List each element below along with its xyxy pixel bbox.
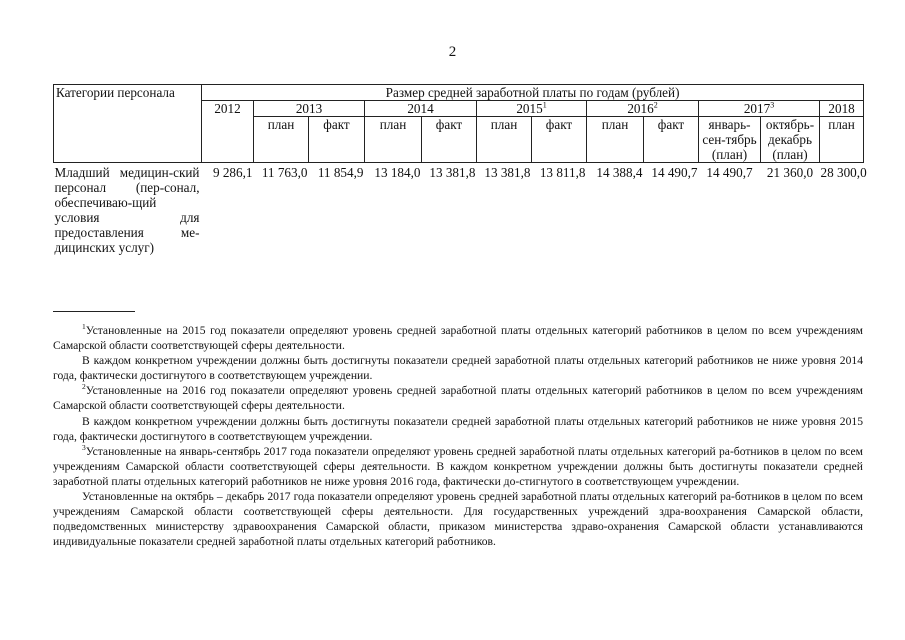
value-2018-plan: 28 300,0: [820, 165, 867, 180]
footnote-1-text: Установленные на 2015 год показатели определяют уровень средней заработной платы отдельных категорий работников в целом по всем учреждениям Самарской области соответствующей сферы деятельности.: [53, 324, 863, 353]
plan-2014-header: план: [365, 117, 422, 163]
value-2016-fact: 14 490,7: [651, 165, 698, 180]
category-header: Категории персонала: [54, 85, 202, 163]
footnote-1-mark: 1: [82, 322, 86, 332]
value-2016-plan: 14 388,4: [596, 165, 643, 180]
fact-2014-header: факт: [422, 117, 477, 163]
header-row-group: [54, 85, 864, 101]
plan-2016-header: план: [587, 117, 644, 163]
plan-2018-header: план: [820, 117, 864, 163]
footnote-3: [53, 444, 863, 489]
salary-table: [53, 84, 867, 255]
footnotes: [53, 323, 863, 549]
year-2013-header: 2013: [254, 101, 365, 117]
year-2018-header: 2018: [820, 101, 864, 117]
jan-sep-2017-header: январь-сен-тябрь (план): [699, 117, 761, 163]
year-2012-header: 2012: [202, 101, 254, 163]
year-2017-label: 2017: [743, 101, 771, 116]
footnote-1-extra: В каждом конкретном учреждении должны быть достигнуты показатели средней заработной платы отдельных категорий работников не ниже уровня 2014 года, фактически достигнутого в соответствующем учреждении.: [53, 354, 863, 383]
year-2014-header: 2014: [365, 101, 477, 117]
value-2014-plan: 13 184,0: [374, 165, 421, 180]
plan-2015-header: план: [477, 117, 532, 163]
footnote-ref-3: 3: [770, 100, 775, 110]
value-2013-plan: 11 763,0: [261, 165, 308, 180]
category-cell: Младший медицин-ский персонал (пер-сонал, обеспечиваю-щий условия для предоставления ме-дицинских услуг): [54, 165, 200, 255]
footnote-separator: [53, 311, 135, 312]
year-2016-header: [587, 101, 699, 117]
footnote-2: [53, 383, 863, 413]
footnote-2-mark: 2: [82, 382, 86, 392]
fact-2015-header: факт: [532, 117, 587, 163]
fact-2013-header: факт: [309, 117, 365, 163]
footnote-3-mark: 3: [82, 442, 86, 452]
value-2015-fact: 13 811,8: [539, 165, 586, 180]
footnote-3-extra: Установленные на октябрь – декабрь 2017 года показатели определяют уровень средней заработной платы отдельных категорий ра-ботников в целом по всем учреждениям Самарской области соответствующей сферы деятельности. Для государственных учреждений здра-воохранения Самарской области, подведомственных министерству здравоохранения Самарской области, приказом министерства здраво-охранения Самарской области устанавливаются индивидуальные показатели средней заработной платы отдельных категорий работников.: [53, 490, 863, 549]
page-number: 2: [448, 44, 457, 60]
footnote-3-text: Установленные на январь-сентябрь 2017 года показатели определяют уровень средней заработной платы отдельных категорий ра-ботников в целом по всем учреждениям Самарской области соответствующей сферы деятельности. В каждом конкретном учреждении должны быть достигнуты показатели средней заработной платы отдельных категорий работников не ниже уровня 2016 года, фактически до-стигнутого в соответствующем учреждении.: [53, 444, 863, 488]
value-2017-oct-dec: 21 360,0: [766, 165, 814, 180]
value-2015-plan: 13 381,8: [484, 165, 531, 180]
year-2017-header: [699, 101, 820, 117]
oct-dec-2017-header: октябрь-декабрь (план): [761, 117, 820, 163]
footnote-1: [53, 323, 863, 353]
footnote-ref-2: 2: [653, 100, 658, 110]
table-row: [54, 163, 864, 256]
year-2015-label: 2015: [516, 101, 543, 116]
year-2015-header: [477, 101, 587, 117]
plan-2013-header: план: [254, 117, 309, 163]
fact-2016-header: факт: [644, 117, 699, 163]
value-2014-fact: 13 381,8: [429, 165, 476, 180]
value-2012: 9 286,1: [212, 165, 253, 180]
salary-group-header: Размер средней заработной платы по годам (рублей): [202, 85, 864, 101]
value-2017-jan-sep: 14 490,7: [706, 165, 753, 180]
footnote-2-text: Установленные на 2016 год показатели определяют уровень средней заработной платы отдельных категорий работников в целом по всем учреждениям Самарской области соответствующей сферы деятельности.: [53, 384, 863, 413]
footnote-2-extra: В каждом конкретном учреждении должны быть достигнуты показатели средней заработной платы отдельных категорий работников не ниже уровня 2015 года, фактически достигнутого в соответствующем учреждении.: [53, 414, 863, 443]
footnote-ref-1: 1: [542, 100, 547, 110]
year-2016-label: 2016: [627, 101, 654, 116]
value-2013-fact: 11 854,9: [317, 165, 364, 180]
